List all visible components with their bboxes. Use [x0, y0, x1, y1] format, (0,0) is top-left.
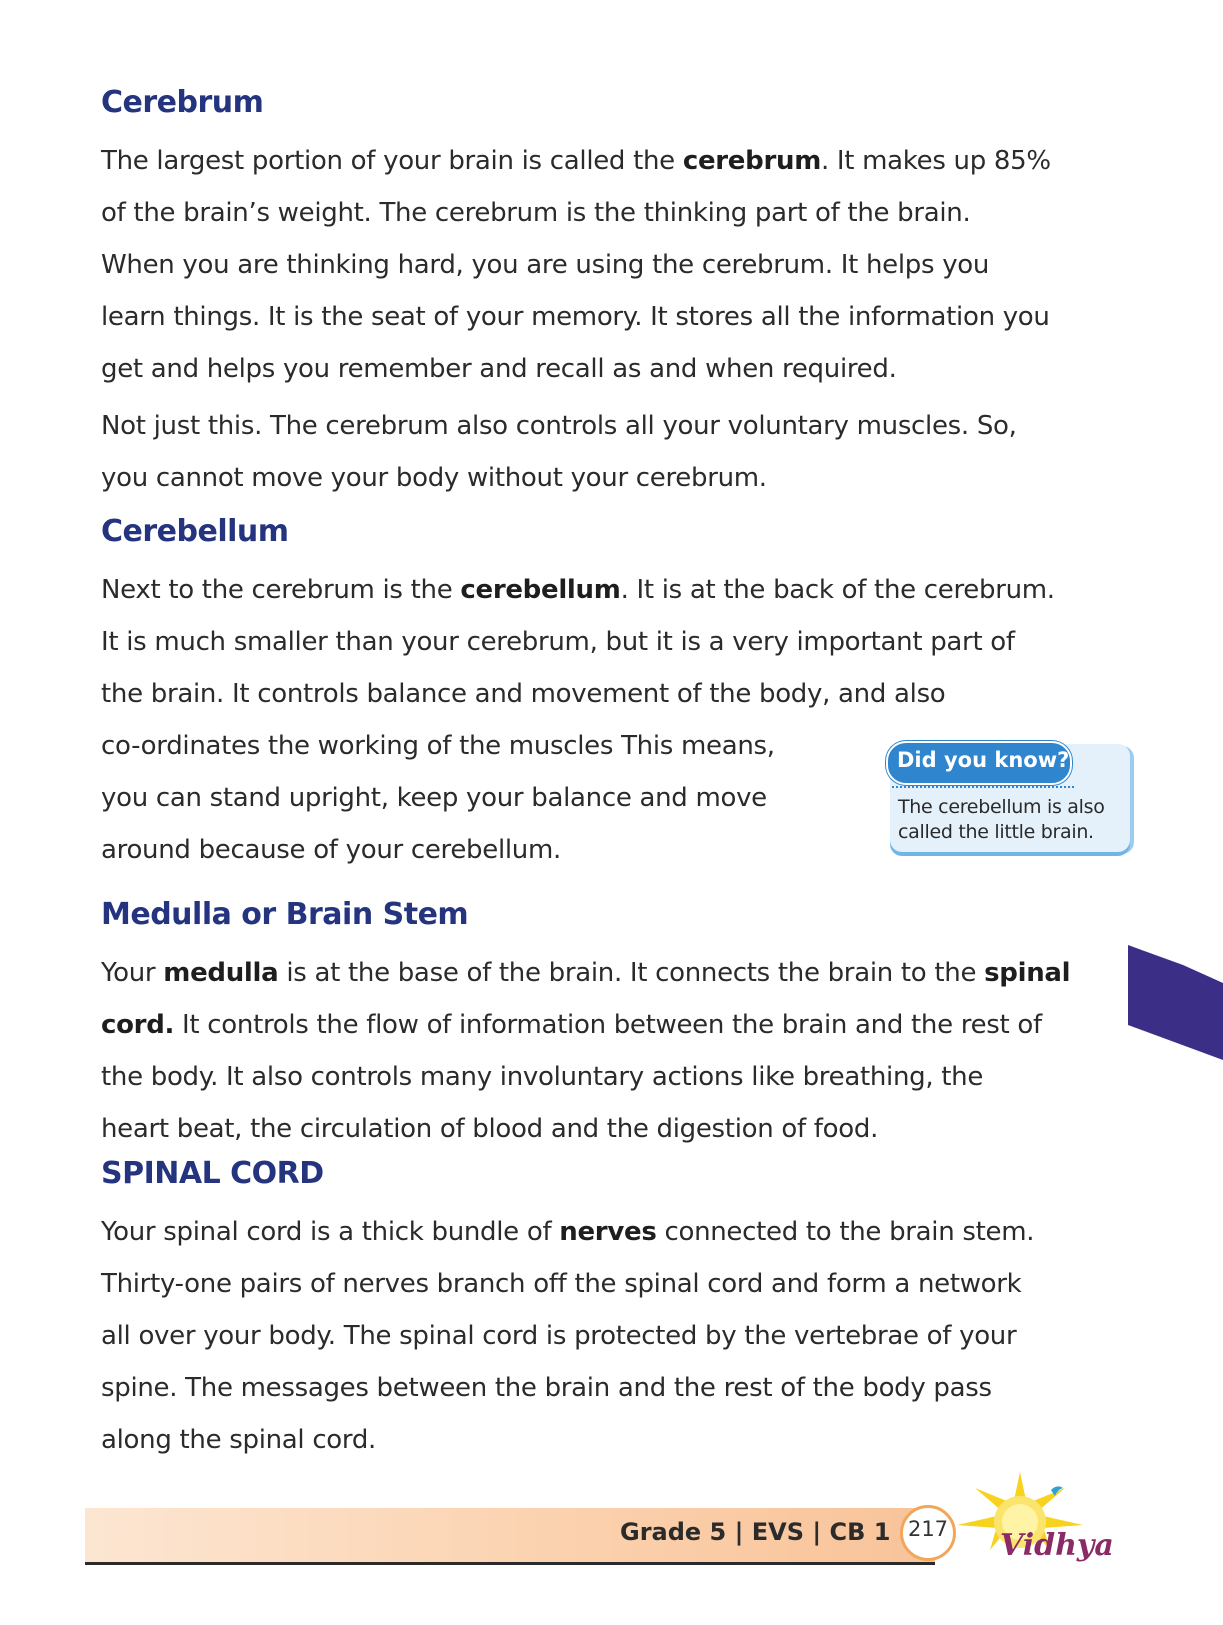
text-line: [101, 564, 1055, 616]
heading-spinal-cord: SPINAL CORD: [101, 1156, 324, 1191]
text-segment: all over your body. The spinal cord is protected by the vertebrae of your: [101, 1321, 1017, 1351]
text-segment: the body. It also controls many involuntary actions like breathing, the: [101, 1062, 984, 1092]
text-segment: the brain. It controls balance and movement of the body, and also: [101, 679, 946, 709]
text-line: [101, 291, 1051, 343]
paragraph-cerebrum-1: [101, 135, 1051, 395]
text-segment: spine. The messages between the brain and the rest of the body pass: [101, 1373, 992, 1403]
chapter-side-tab: [1128, 945, 1223, 1060]
text-segment: of the brain’s weight. The cerebrum is the thinking part of the brain.: [101, 198, 971, 228]
text-segment: Your: [101, 958, 164, 988]
text-segment: learn things. It is the seat of your memory. It stores all the information you: [101, 302, 1050, 332]
text-segment: is at the base of the brain. It connects the brain to the: [278, 958, 985, 988]
text-line: [101, 1051, 1070, 1103]
text-line: [101, 616, 1055, 668]
bold-term: cerebellum: [460, 575, 621, 605]
text-line: [101, 135, 1051, 187]
bold-term: nerves: [559, 1217, 657, 1247]
text-line: [101, 1103, 1070, 1155]
paragraph-medulla: [101, 947, 1070, 1155]
footer-label: Grade 5 | EVS | CB 1: [620, 1518, 891, 1546]
did-you-know-text: The cerebellum is also called the little brain.: [898, 796, 1105, 843]
text-segment: When you are thinking hard, you are using the cerebrum. It helps you: [101, 250, 990, 280]
text-line: [101, 1258, 1034, 1310]
text-line: [101, 187, 1051, 239]
text-segment: along the spinal cord.: [101, 1425, 377, 1455]
paragraph-spinal-cord: [101, 1206, 1034, 1466]
heading-cerebrum: Cerebrum: [101, 85, 264, 120]
text-line: [101, 668, 1055, 720]
text-segment: Not just this. The cerebrum also controls all your voluntary muscles. So,: [101, 411, 1017, 441]
bold-term: cerebrum: [682, 146, 821, 176]
text-segment: heart beat, the circulation of blood and the digestion of food.: [101, 1114, 879, 1144]
text-segment: get and helps you remember and recall as and when required.: [101, 354, 897, 384]
text-line: [101, 1362, 1034, 1414]
text-line: [101, 1206, 1034, 1258]
text-segment: . It makes up 85%: [820, 146, 1051, 176]
text-segment: you can stand upright, keep your balance and move: [101, 783, 767, 813]
text-segment: co-ordinates the working of the muscles This means,: [101, 731, 775, 761]
text-segment: The largest portion of your brain is called the: [101, 146, 683, 176]
bold-term: cord.: [101, 1010, 175, 1040]
page-number: 217: [907, 1517, 949, 1541]
text-line: [101, 400, 1017, 452]
heading-medulla: Medulla or Brain Stem: [101, 897, 469, 932]
text-segment: Thirty-one pairs of nerves branch off the spinal cord and form a network: [101, 1269, 1022, 1299]
bold-term: medulla: [163, 958, 279, 988]
text-line: [101, 1414, 1034, 1466]
text-segment: Next to the cerebrum is the: [101, 575, 461, 605]
text-line: [101, 1310, 1034, 1362]
bold-term: spinal: [984, 958, 1071, 988]
text-segment: Your spinal cord is a thick bundle of: [101, 1217, 560, 1247]
text-line: [101, 947, 1070, 999]
text-segment: It is much smaller than your cerebrum, but it is a very important part of: [101, 627, 1015, 657]
did-you-know-divider: [892, 786, 1074, 788]
text-line: [101, 452, 1017, 504]
footer-line: [85, 1562, 935, 1565]
heading-cerebellum: Cerebellum: [101, 514, 289, 549]
text-line: [101, 343, 1051, 395]
did-you-know-title: Did you know?: [897, 748, 1070, 772]
text-segment: . It is at the back of the cerebrum.: [620, 575, 1055, 605]
paragraph-cerebrum-2: [101, 400, 1017, 504]
text-line: [101, 239, 1051, 291]
vidhya-logo-text: Vidhya: [1000, 1528, 1114, 1563]
text-segment: connected to the brain stem.: [656, 1217, 1035, 1247]
text-segment: It controls the flow of information between the brain and the rest of: [174, 1010, 1042, 1040]
text-line: [101, 999, 1070, 1051]
text-segment: around because of your cerebellum.: [101, 835, 561, 865]
text-segment: you cannot move your body without your cerebrum.: [101, 463, 767, 493]
